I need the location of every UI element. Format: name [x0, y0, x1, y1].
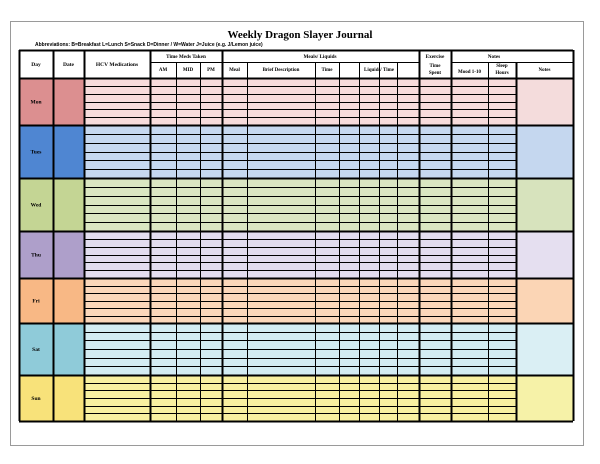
notes-cell-fri — [516, 278, 573, 323]
header-brief-description: Brief Description — [262, 68, 300, 73]
header-meals-liquids: Meals/ Liquids — [303, 54, 337, 60]
journal-title: Weekly Dragon Slayer Journal — [227, 29, 373, 41]
date-cell-mon — [53, 78, 84, 125]
header-time-spent: Time — [429, 64, 441, 69]
date-cell-sun — [53, 375, 84, 421]
header-mood: Mood 1-10 — [458, 70, 481, 75]
header-day: Day — [31, 62, 41, 68]
header-time-spent: Spent — [428, 71, 442, 76]
header-notes: Notes — [538, 68, 551, 73]
notes-cell-sat — [516, 323, 573, 375]
day-label-fri: Fri — [32, 298, 40, 305]
abbreviations-legend: Abbreviations: B=Breakfast L=Lunch S=Snack D=Dinner / W=Water J=Juice (e.g. J/Lemon juice) — [35, 42, 263, 48]
notes-cell-sun — [516, 375, 573, 421]
date-cell-tues — [53, 125, 84, 178]
notes-cell-mon — [516, 78, 573, 125]
header-time: Time — [321, 68, 333, 73]
date-cell-thu — [53, 231, 84, 278]
day-label-sat: Sat — [32, 347, 40, 353]
date-cell-wed — [53, 178, 84, 231]
day-label-sun: Sun — [31, 396, 41, 402]
header-time-meds-taken: Time Meds Taken — [166, 54, 206, 60]
day-label-tues: Tues — [30, 149, 42, 156]
day-label-thu: Thu — [31, 252, 41, 259]
header-mid: MID — [182, 68, 194, 73]
date-cell-sat — [53, 323, 84, 375]
date-cell-fri — [53, 278, 84, 323]
day-label-wed: Wed — [30, 202, 42, 209]
day-label-mon: Mon — [30, 99, 42, 106]
header-exercise: Exercise — [425, 54, 445, 60]
notes-cell-wed — [516, 178, 573, 231]
header-sleep-hours: Hours — [495, 71, 509, 76]
header-liquids-time: Liquids/ Time — [364, 68, 394, 73]
header-hcv-medications: HCV Medications — [95, 62, 139, 68]
header-sleep-hours: Sleep — [496, 64, 508, 69]
header-pm: PM — [207, 68, 215, 73]
header-notes-group: Notes — [487, 54, 501, 60]
header-meal: Meal — [229, 68, 240, 73]
header-date: Date — [63, 62, 74, 68]
header-am: AM — [158, 68, 168, 73]
notes-cell-thu — [516, 231, 573, 278]
notes-cell-tues — [516, 125, 573, 178]
